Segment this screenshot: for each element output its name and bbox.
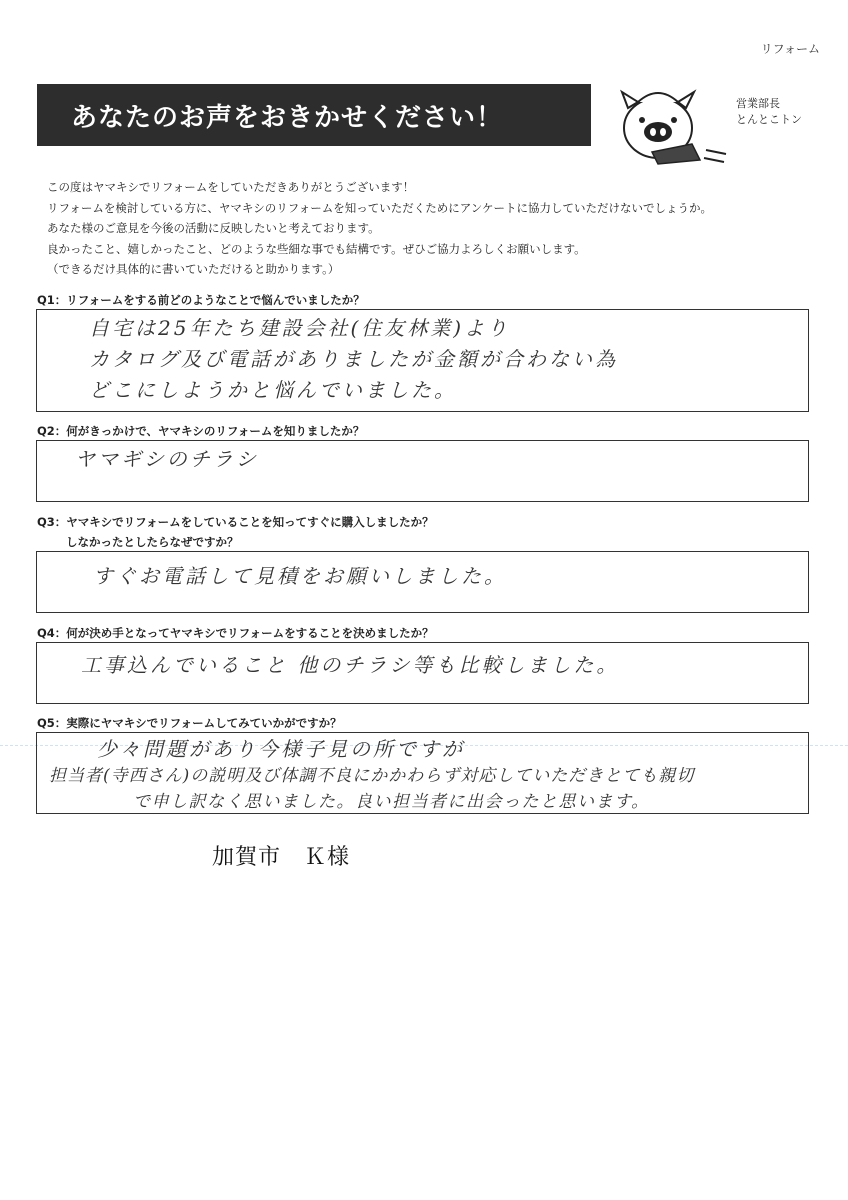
question-1-label: Q1：リフォームをする前どのようなことで悩んでいましたか？: [37, 293, 365, 307]
mascot-caption: [736, 96, 802, 128]
pig-mascot-icon: [608, 86, 732, 166]
question-3-sublabel: しなかったとしたらなぜですか？: [66, 535, 239, 549]
question-4-label: Q4：何が決め手となってヤマキシでリフォームをすることを決めましたか？: [37, 626, 434, 640]
question-2-label: Q2：何がきっかけで、ヤマキシのリフォームを知りましたか？: [37, 424, 365, 438]
handwritten-answer-line: 少々問題があり今様子見の所ですが: [97, 737, 465, 761]
question-2-answer-box: [36, 440, 809, 502]
category-label: リフォーム: [760, 42, 820, 56]
question-1-answer-box: [36, 309, 809, 412]
page-title: あなたのお声をおきかせください！: [71, 102, 504, 133]
question-5-label: Q5：実際にヤマキシでリフォームしてみていかがですか？: [37, 716, 342, 730]
intro-text: [47, 177, 712, 280]
intro-line: リフォームを検討している方に、ヤマキシのリフォームを知っていただくためにアンケートに協力していただけないでしょうか。: [47, 200, 713, 215]
intro-line: この度はヤマキシでリフォームをしていただきありがとうございます！: [47, 180, 415, 194]
mascot-role: 営業部長: [736, 97, 780, 110]
intro-line: あなた様のご意見を今後の活動に反映したいと考えております。: [47, 221, 380, 235]
question-4-answer-box: [36, 642, 809, 704]
handwritten-answer-line: 自宅は25年たち建設会社(住友林業)より: [89, 316, 511, 340]
intro-line: （できるだけ具体的に書いていただけると助かります。）: [47, 262, 340, 276]
handwritten-answer-line: 担当者(寺西さん)の説明及び体調不良にかかわらず対応していただきとても親切: [49, 766, 695, 786]
respondent-signature: 加賀市 Ｋ様: [212, 845, 351, 870]
question-3-label: Q3：ヤマキシでリフォームをしていることを知ってすぐに購入しましたか？: [37, 515, 434, 529]
handwritten-answer-line: で申し訳なく思いました。良い担当者に出会ったと思います。: [133, 792, 650, 812]
handwritten-answer-line: カタログ及び電話がありましたが金額が合わない為: [89, 347, 618, 371]
handwritten-answer-line: ヤマギシのチラシ: [75, 447, 259, 471]
handwritten-answer-line: どこにしようかと悩んでいました。: [89, 378, 457, 402]
intro-line: 良かったこと、嬉しかったこと、どのような些細な事でも結構です。ぜひご協力よろしくお願いします。: [47, 241, 586, 256]
question-3-answer-box: [36, 551, 809, 613]
question-5-answer-box: [36, 732, 809, 814]
mascot-name: とんとこトン: [736, 113, 802, 126]
handwritten-answer-line: 工事込んでいること 他のチラシ等も比較しました。: [81, 653, 620, 677]
page-title-banner: [37, 84, 591, 146]
handwritten-answer-line: すぐお電話して見積をお願いしました。: [93, 564, 507, 588]
